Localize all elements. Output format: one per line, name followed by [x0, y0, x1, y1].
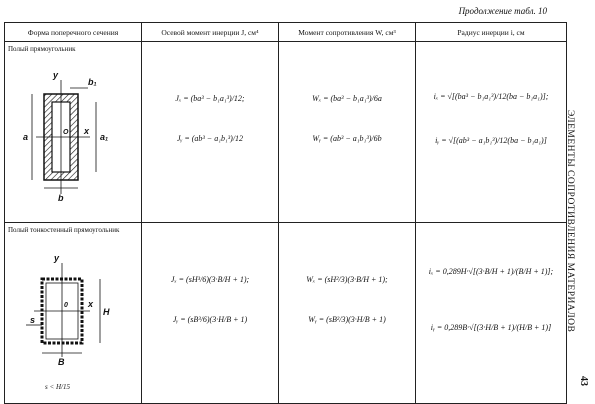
- shape-cell: [5, 42, 142, 223]
- formula-wx: Wₓ = (sH²/3)(3·B/H + 1);: [306, 275, 388, 284]
- table-row: [5, 223, 567, 404]
- page-header: Продолжение табл. 10: [458, 6, 547, 16]
- formula-iy: iᵧ = 0,289B·√[(3·H/B + 1)/(H/B + 1)]: [430, 323, 552, 332]
- col-header-shape: Форма поперечного сечения: [5, 23, 142, 42]
- thickness-condition: s < H/15: [45, 383, 70, 391]
- label-origin: 0: [64, 302, 68, 309]
- label-x: x: [88, 299, 94, 309]
- shape-cell: [5, 223, 142, 404]
- page-number: 43: [578, 376, 589, 386]
- formula-jy: Jᵧ = (ab³ − a₁b₁³)/12: [176, 134, 244, 143]
- side-title: ЭЛЕМЕНТЫ СОПРОТИВЛЕНИЯ МАТЕРИАЛОВ: [565, 110, 575, 333]
- radius-cell: [416, 223, 567, 404]
- table-row: [5, 42, 567, 223]
- formula-iy: iᵧ = √[(ab³ − a₁b₁³)/12(ba − b₁a₁)]: [435, 136, 547, 145]
- formula-wy: Wᵧ = (ab³ − a₁b₁³)/6b: [312, 134, 382, 143]
- col-header-inertia: Осевой момент инерции J, см⁴: [142, 23, 279, 42]
- label-b: b: [58, 193, 64, 203]
- resistance-cell: [279, 42, 416, 223]
- col-header-radius: Радиус инерции i, см: [416, 23, 567, 42]
- formula-wy: Wᵧ = (sB²/3)(3·H/B + 1): [308, 315, 386, 324]
- table-header-row: [5, 23, 567, 42]
- resistance-cell: [279, 223, 416, 404]
- formula-jx: Jₓ = (sH³/6)(3·B/H + 1);: [170, 275, 250, 284]
- thin-wall-rectangle-diagram: [8, 249, 138, 379]
- radius-cell: [416, 42, 567, 223]
- label-x: x: [84, 126, 90, 136]
- formula-ix: iₓ = √[(ba³ − b₁a₁³)/12(ba − b₁a₁)];: [433, 92, 549, 101]
- label-a1: a₁: [100, 132, 109, 142]
- label-b1: b₁: [88, 77, 97, 87]
- inertia-cell: [142, 42, 279, 223]
- sections-table: [4, 22, 567, 404]
- label-s: s: [30, 315, 36, 325]
- formula-jx: Jₓ = (ba³ − b₁a₁³)/12;: [175, 94, 245, 103]
- label-origin: O: [63, 129, 69, 136]
- hollow-rectangle-diagram: [8, 64, 138, 214]
- label-h: H: [103, 307, 110, 317]
- formula-ix: iₓ = 0,289H·√[(3·B/H + 1)/(B/H + 1)];: [428, 267, 554, 276]
- label-b: B: [58, 357, 65, 367]
- label-y: y: [54, 253, 60, 263]
- formula-wx: Wₓ = (ba³ − b₁a₁³)/6a: [312, 94, 382, 103]
- inertia-cell: [142, 223, 279, 404]
- label-y: y: [53, 70, 59, 80]
- formula-jy: Jᵧ = (sB³/6)(3·H/B + 1): [172, 315, 248, 324]
- col-header-resistance: Момент сопротивления W, см³: [279, 23, 416, 42]
- shape-name: Полый прямоугольник: [8, 45, 76, 53]
- label-a: a: [23, 132, 29, 142]
- shape-name: Полый тонкостенный прямоугольник: [8, 226, 120, 234]
